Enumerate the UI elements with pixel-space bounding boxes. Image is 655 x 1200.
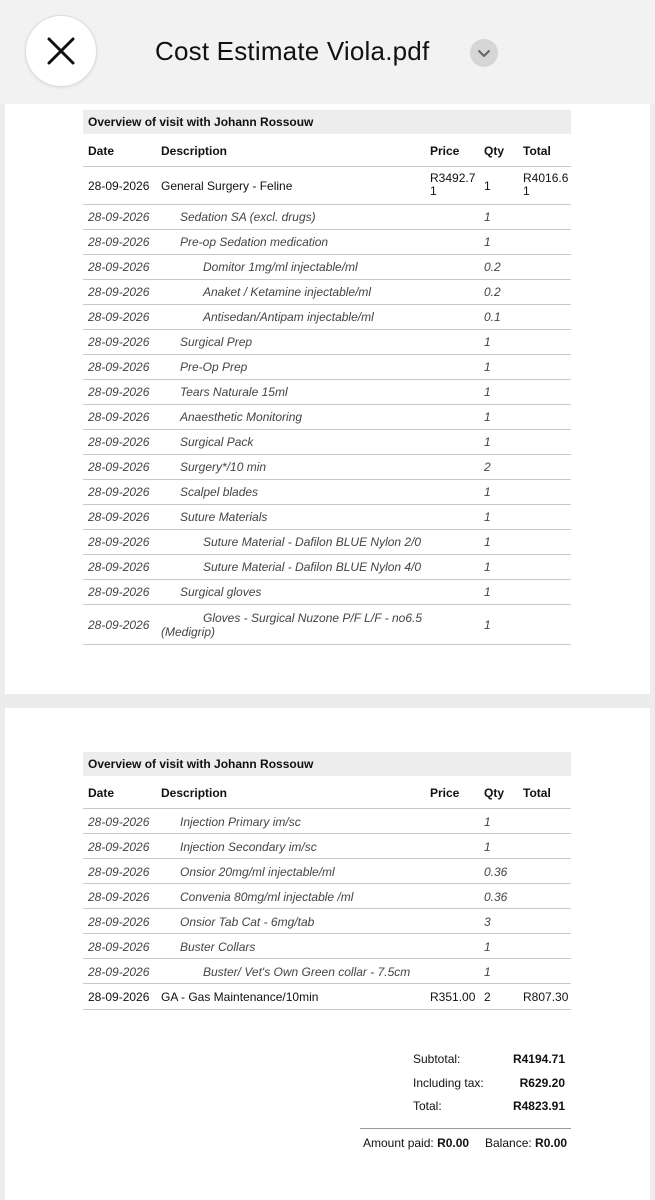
col-qty: Qty — [484, 786, 505, 800]
col-description: Description — [161, 786, 228, 800]
section-title: Overview of visit with Johann Rossouw — [83, 110, 571, 134]
col-date: Date — [88, 786, 115, 800]
table-row: 28-09-2026 Antisedan/Antipam injectable/ml 0.1 — [83, 305, 571, 330]
close-button[interactable] — [25, 15, 97, 87]
balance: Balance: R0.00 — [485, 1136, 568, 1150]
total-label: Total: — [413, 1099, 442, 1113]
table-row: 28-09-2026 Sedation SA (excl. drugs) 1 — [83, 205, 571, 230]
table-row: 28-09-2026 Buster/ Vet's Own Green collar - 7.5cm 1 — [83, 959, 571, 984]
close-icon — [46, 36, 76, 66]
tax-label: Including tax: — [413, 1076, 484, 1090]
table-row: 28-09-2026 Anaesthetic Monitoring 1 — [83, 405, 571, 430]
table-row: 28-09-2026 Scalpel blades 1 — [83, 480, 571, 505]
tax-value: R629.20 — [519, 1076, 565, 1090]
table-row: 28-09-2026 Pre-op Sedation medication 1 — [83, 230, 571, 255]
table-row: 28-09-2026 Convenia 80mg/ml injectable /ml 0.36 — [83, 884, 571, 909]
table-row: 28-09-2026 Tears Naturale 15ml 1 — [83, 380, 571, 405]
table-row: 28-09-2026 Surgical Prep 1 — [83, 330, 571, 355]
col-price: Price — [430, 144, 460, 158]
top-bar — [0, 0, 655, 104]
total-value: R4823.91 — [512, 1099, 565, 1113]
table-row: 28-09-2026 Injection Secondary im/sc 1 — [83, 834, 571, 859]
col-qty: Qty — [484, 144, 505, 158]
table-row: 28-09-2026 Surgical Pack 1 — [83, 430, 571, 455]
table-header — [83, 134, 571, 167]
col-price: Price — [430, 786, 460, 800]
table-row: 28-09-2026 Suture Material - Dafilon BLUE Nylon 2/0 1 — [83, 530, 571, 555]
chevron-down-icon — [477, 46, 491, 60]
table-row: 28-09-2026 Injection Primary im/sc 1 — [83, 809, 571, 834]
table-row: 28-09-2026 Surgical gloves 1 — [83, 580, 571, 605]
document-title: Cost Estimate Viola.pdf — [155, 36, 430, 66]
table-row: 28-09-2026 Suture Materials 1 — [83, 505, 571, 530]
pdf-page-1[interactable] — [5, 104, 650, 694]
col-total: Total — [523, 786, 551, 800]
pdf-page-2[interactable] — [5, 708, 650, 1200]
table-row: 28-09-2026 Onsior Tab Cat - 6mg/tab 3 — [83, 909, 571, 934]
col-description: Description — [161, 144, 228, 158]
table-row: 28-09-2026 Gloves - Surgical Nuzone P/F L/F - no6.5 (Medigrip) 1 — [83, 605, 571, 645]
table-row: 28-09-2026 GA - Gas Maintenance/10min R351.00 2 R807.30 — [83, 984, 571, 1010]
subtotal-value: R4194.71 — [512, 1052, 565, 1066]
amount-paid: Amount paid: R0.00 — [363, 1136, 470, 1150]
table-row: 28-09-2026 Buster Collars 1 — [83, 934, 571, 959]
col-date: Date — [88, 144, 115, 158]
table-row: 28-09-2026 Onsior 20mg/ml injectable/ml 0.36 — [83, 859, 571, 884]
subtotal-label: Subtotal: — [413, 1052, 461, 1066]
table-row: 28-09-2026 Suture Material - Dafilon BLUE Nylon 4/0 1 — [83, 555, 571, 580]
table-header — [83, 776, 571, 809]
section-title: Overview of visit with Johann Rossouw — [83, 752, 571, 776]
table-row: 28-09-2026 Pre-Op Prep 1 — [83, 355, 571, 380]
table-row: 28-09-2026 Anaket / Ketamine injectable/ml 0.2 — [83, 280, 571, 305]
table-row: 28-09-2026 General Surgery - Feline R3492.7 1 1 R4016.6 1 — [83, 167, 571, 205]
title-menu-button[interactable] — [470, 39, 498, 67]
col-total: Total — [523, 144, 551, 158]
table-row: 28-09-2026 Domitor 1mg/ml injectable/ml 0.2 — [83, 255, 571, 280]
divider — [360, 1128, 571, 1129]
table-row: 28-09-2026 Surgery*/10 min 2 — [83, 455, 571, 480]
